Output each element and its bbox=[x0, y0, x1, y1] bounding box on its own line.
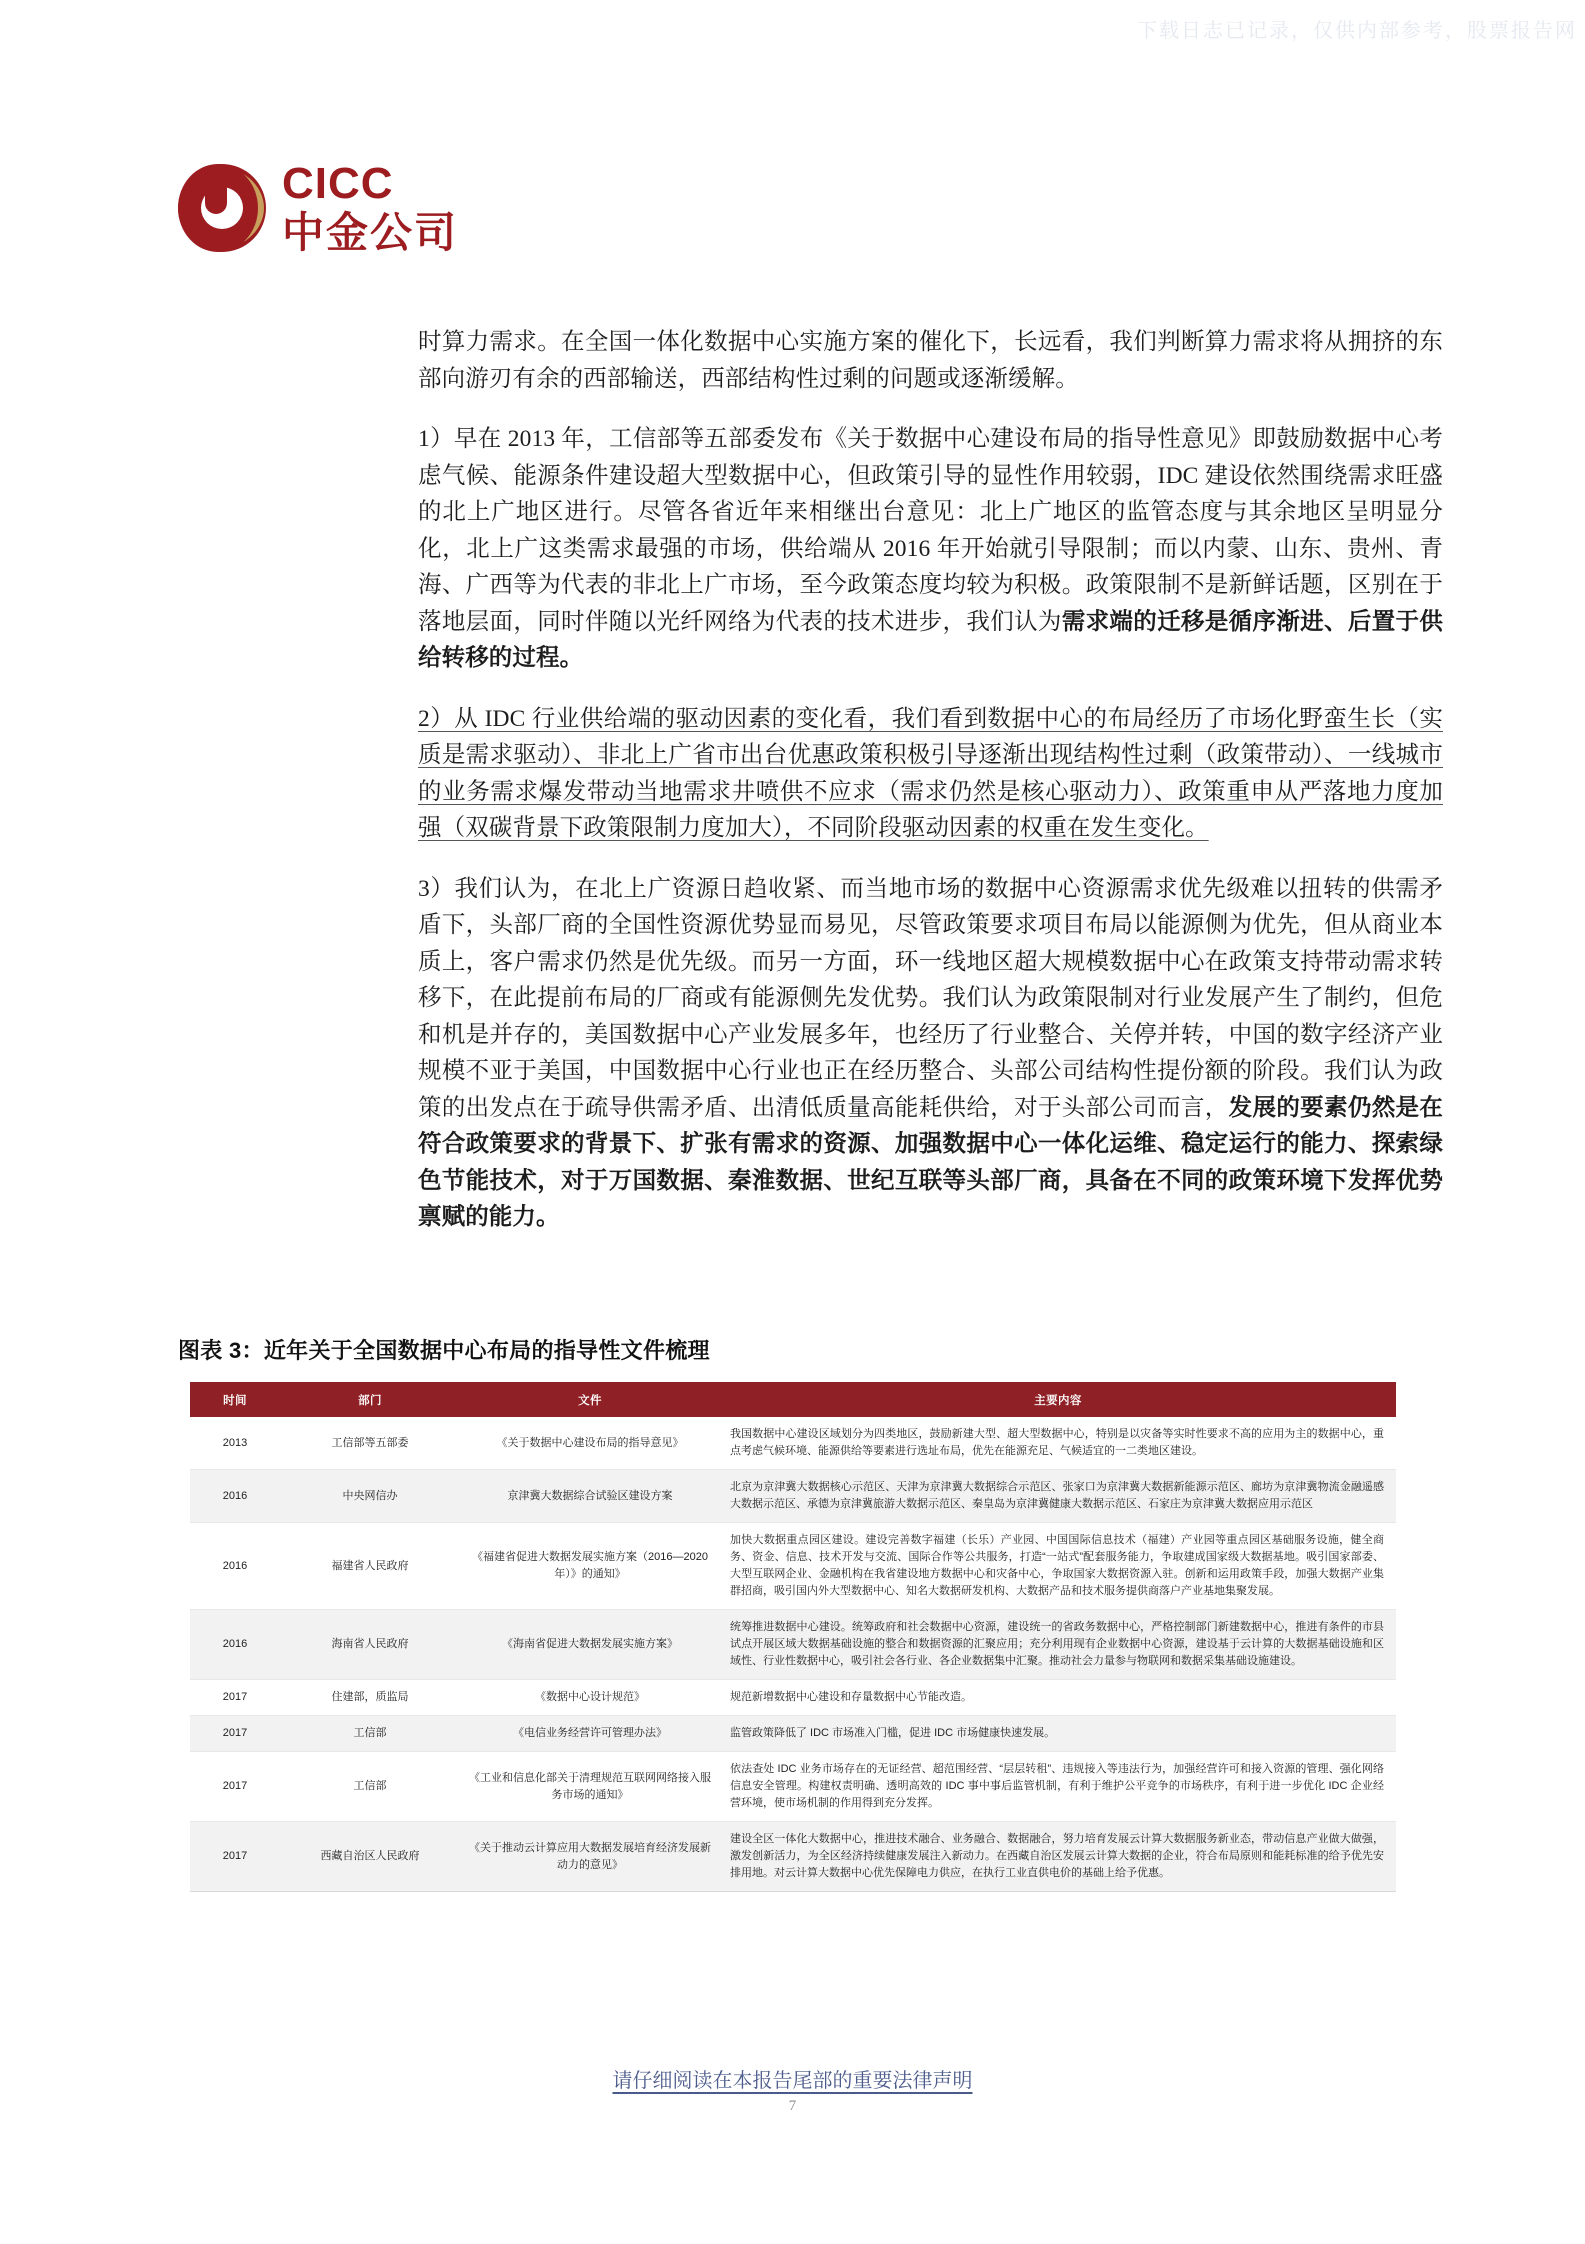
table-row bbox=[190, 1470, 1396, 1523]
paragraph-2-text: 2）从 IDC 行业供给端的驱动因素的变化看，我们看到数据中心的布局经历了市场化野蛮生长（实质是需求驱动）、非北上广省市出台优惠政策积极引导逐渐出现结构性过剩（政策带动）、一线城市的业务需求爆发带动当地需求井喷供不应求（需求仍然是核心驱动力）、政策重申从严落地力度加强（双碳背景下政策限制力度加大），不同阶段驱动因素的权重在发生变化。 bbox=[418, 705, 1443, 841]
cell-department: 福建省人民政府 bbox=[280, 1523, 460, 1610]
logo-drop bbox=[205, 178, 227, 214]
table-header bbox=[190, 1382, 1396, 1417]
cell-time: 2017 bbox=[190, 1822, 280, 1892]
cell-main-content: 加快大数据重点园区建设。建设完善数字福建（长乐）产业园、中国国际信息技术（福建）产业园等重点园区基础服务设施，健全商务、资金、信息、技术开发与交流、国际合作等公共服务，打造“一站式”配套服务能力，争取建成国家级大数据基地。吸引国家部委、大型互联网企业、金融机构在我省建设地方数据中心和灾备中心，争取国家大数据资源入驻。创新和运用政策手段，加强大数据产业集群招商，吸引国内外大型数据中心、知名大数据研发机构、大数据产品和技术服务提供商落户产业基地集聚发展。 bbox=[720, 1523, 1396, 1610]
cell-department: 工信部 bbox=[280, 1752, 460, 1822]
cell-department: 住建部，质监局 bbox=[280, 1680, 460, 1716]
column-header-time: 时间 bbox=[190, 1382, 280, 1417]
cell-document: 《电信业务经营许可管理办法》 bbox=[460, 1716, 720, 1752]
body-content bbox=[418, 324, 1443, 1260]
cell-time: 2017 bbox=[190, 1716, 280, 1752]
table-row bbox=[190, 1523, 1396, 1610]
paragraph-intro bbox=[418, 324, 1443, 397]
table-body bbox=[190, 1417, 1396, 1892]
paragraph-3-text: 3）我们认为，在北上广资源日趋收紧、而当地市场的数据中心资源需求优先级难以扭转的供需矛盾下，头部厂商的全国性资源优势显而易见，尽管政策要求项目布局以能源侧为优先，但从商业本质上，客户需求仍然是优先级。而另一方面，环一线地区超大规模数据中心在政策支持带动需求转移下，在此提前布局的厂商或有能源侧先发优势。我们认为政策限制对行业发展产生了制约，但危和机是并存的，美国数据中心产业发展多年，也经历了行业整合、关停并转，中国的数字经济产业规模不亚于美国，中国数据中心行业也正在经历整合、头部公司结构性提份额的阶段。我们认为政策的出发点在于疏导供需矛盾、出清低质量高能耗供给，对于头部公司而言， bbox=[418, 875, 1443, 1121]
cell-document: 《数据中心设计规范》 bbox=[460, 1680, 720, 1716]
cell-document: 《工业和信息化部关于清理规范互联网网络接入服务市场的通知》 bbox=[460, 1752, 720, 1822]
cell-document: 《关于推动云计算应用大数据发展培育经济发展新动力的意见》 bbox=[460, 1822, 720, 1892]
cell-time: 2013 bbox=[190, 1417, 280, 1470]
cell-main-content: 统筹推进数据中心建设。统筹政府和社会数据中心资源，建设统一的省政务数据中心，严格控制部门新建数据中心，推进有条件的市县试点开展区域大数据基础设施的整合和数据资源的汇聚应用；充分利用现有企业数据中心资源，建设基于云计算的大数据基础设施和区域性、行业性数据中心，吸引社会各行业、各企业数据集中汇聚。推动社会力量参与物联网和数据采集基础设施建设。 bbox=[720, 1610, 1396, 1680]
cell-main-content: 规范新增数据中心建设和存量数据中心节能改造。 bbox=[720, 1680, 1396, 1716]
paragraph-1-bold-tail: 需求端的迁移是循序渐进、后置于供给转移的过程。 bbox=[418, 608, 1443, 671]
paragraph-2 bbox=[418, 701, 1443, 847]
cell-document: 《关于数据中心建设布局的指导意见》 bbox=[460, 1417, 720, 1470]
cell-department: 工信部 bbox=[280, 1716, 460, 1752]
policy-documents-table-wrap bbox=[190, 1382, 1396, 1892]
cell-department: 工信部等五部委 bbox=[280, 1417, 460, 1470]
cell-main-content: 北京为京津冀大数据核心示范区、天津为京津冀大数据综合示范区、张家口为京津冀大数据新能源示范区、廊坊为京津冀物流金融遥感大数据示范区、承德为京津冀旅游大数据示范区、秦皇岛为京津冀健康大数据示范区、石家庄为京津冀大数据应用示范区 bbox=[720, 1470, 1396, 1523]
footer-legal-note: 请仔细阅读在本报告尾部的重要法律声明 bbox=[612, 2070, 973, 2092]
paragraph-3-bold-tail: 发展的要素仍然是在符合政策要求的背景下、扩张有需求的资源、加强数据中心一体化运维、稳定运行的能力、探索绿色节能技术，对于万国数据、秦淮数据、世纪互联等头部厂商，具备在不同的政策环境下发挥优势禀赋的能力。 bbox=[418, 1094, 1443, 1230]
cell-document: 《海南省促进大数据发展实施方案》 bbox=[460, 1610, 720, 1680]
cell-main-content: 我国数据中心建设区域划分为四类地区，鼓励新建大型、超大型数据中心，特别是以灾备等实时性要求不高的应用为主的数据中心，重点考虑气候环境、能源供给等要素进行选址布局，优先在能源充足、气候适宜的一二类地区建设。 bbox=[720, 1417, 1396, 1470]
cell-document: 京津冀大数据综合试验区建设方案 bbox=[460, 1470, 720, 1523]
cell-main-content: 依法查处 IDC 业务市场存在的无证经营、超范围经营、“层层转租”、违规接入等违法行为，加强经营许可和接入资源的管理、强化网络信息安全管理。构建权责明确、透明高效的 IDC 事中事后监管机制，有利于维护公平竞争的市场秩序，有利于进一步优化 IDC 企业经营环境，使市场机制的作用得到充分发挥。 bbox=[720, 1752, 1396, 1822]
column-header-main-content: 主要内容 bbox=[720, 1382, 1396, 1417]
table-row bbox=[190, 1680, 1396, 1716]
table-row bbox=[190, 1610, 1396, 1680]
cicc-logo bbox=[178, 159, 459, 256]
column-header-department: 部门 bbox=[280, 1382, 460, 1417]
exhibit-caption: 图表 3：近年关于全国数据中心布局的指导性文件梳理 bbox=[178, 1338, 710, 1363]
cell-time: 2016 bbox=[190, 1523, 280, 1610]
cell-document: 《福建省促进大数据发展实施方案（2016—2020 年）》的通知》 bbox=[460, 1523, 720, 1610]
footer-page-number: 7 bbox=[788, 2098, 797, 2114]
paragraph-1-text: 1）早在 2013 年，工信部等五部委发布《关于数据中心建设布局的指导性意见》即鼓励数据中心考虑气候、能源条件建设超大型数据中心，但政策引导的显性作用较弱，IDC 建设依然围绕需求旺盛的北上广地区进行。尽管各省近年来相继出台意见：北上广地区的监管态度与其余地区呈明显分化，北上广这类需求最强的市场，供给端从 2016 年开始就引导限制；而以内蒙、山东、贵州、青海、广西等为代表的非北上广市场，至今政策态度均较为积极。政策限制不是新鲜话题，区别在于落地层面，同时伴随以光纤网络为代表的技术进步，我们认为 bbox=[418, 426, 1443, 635]
watermark-header: 下载日志已记录，仅供内部参考，股票报告网 bbox=[1137, 20, 1577, 42]
table-row bbox=[190, 1752, 1396, 1822]
logo-wordmark bbox=[282, 159, 459, 256]
logo-chinese-text: 中金公司 bbox=[282, 209, 459, 256]
cell-time: 2016 bbox=[190, 1610, 280, 1680]
cell-time: 2017 bbox=[190, 1752, 280, 1822]
table-row bbox=[190, 1716, 1396, 1752]
cell-main-content: 监管政策降低了 IDC 市场准入门槛，促进 IDC 市场健康快速发展。 bbox=[720, 1716, 1396, 1752]
cell-main-content: 建设全区一体化大数据中心，推进技术融合、业务融合、数据融合，努力培育发展云计算大数据服务新业态，带动信息产业做大做强，激发创新活力，为全区经济持续健康发展注入新动力。在西藏自治区发展云计算大数据的企业，符合布局原则和能耗标准的给予优先安排用地。对云计算大数据中心优先保障电力供应，在执行工业直供电价的基础上给予优惠。 bbox=[720, 1822, 1396, 1892]
paragraph-1 bbox=[418, 421, 1443, 677]
cell-time: 2017 bbox=[190, 1680, 280, 1716]
table-header-row bbox=[190, 1382, 1396, 1417]
paragraph-3 bbox=[418, 871, 1443, 1236]
logo-latin-text: CICC bbox=[282, 159, 394, 208]
table-row bbox=[190, 1417, 1396, 1470]
cell-department: 中央网信办 bbox=[280, 1470, 460, 1523]
table-row bbox=[190, 1822, 1396, 1892]
policy-documents-table bbox=[190, 1382, 1396, 1892]
cell-time: 2016 bbox=[190, 1470, 280, 1523]
paragraph-intro-text: 时算力需求。在全国一体化数据中心实施方案的催化下，长远看，我们判断算力需求将从拥挤的东部向游刃有余的西部输送，西部结构性过剩的问题或逐渐缓解。 bbox=[418, 329, 1443, 392]
cicc-circle-logo-icon bbox=[178, 164, 266, 252]
cell-department: 海南省人民政府 bbox=[280, 1610, 460, 1680]
column-header-document: 文件 bbox=[460, 1382, 720, 1417]
cell-department: 西藏自治区人民政府 bbox=[280, 1822, 460, 1892]
